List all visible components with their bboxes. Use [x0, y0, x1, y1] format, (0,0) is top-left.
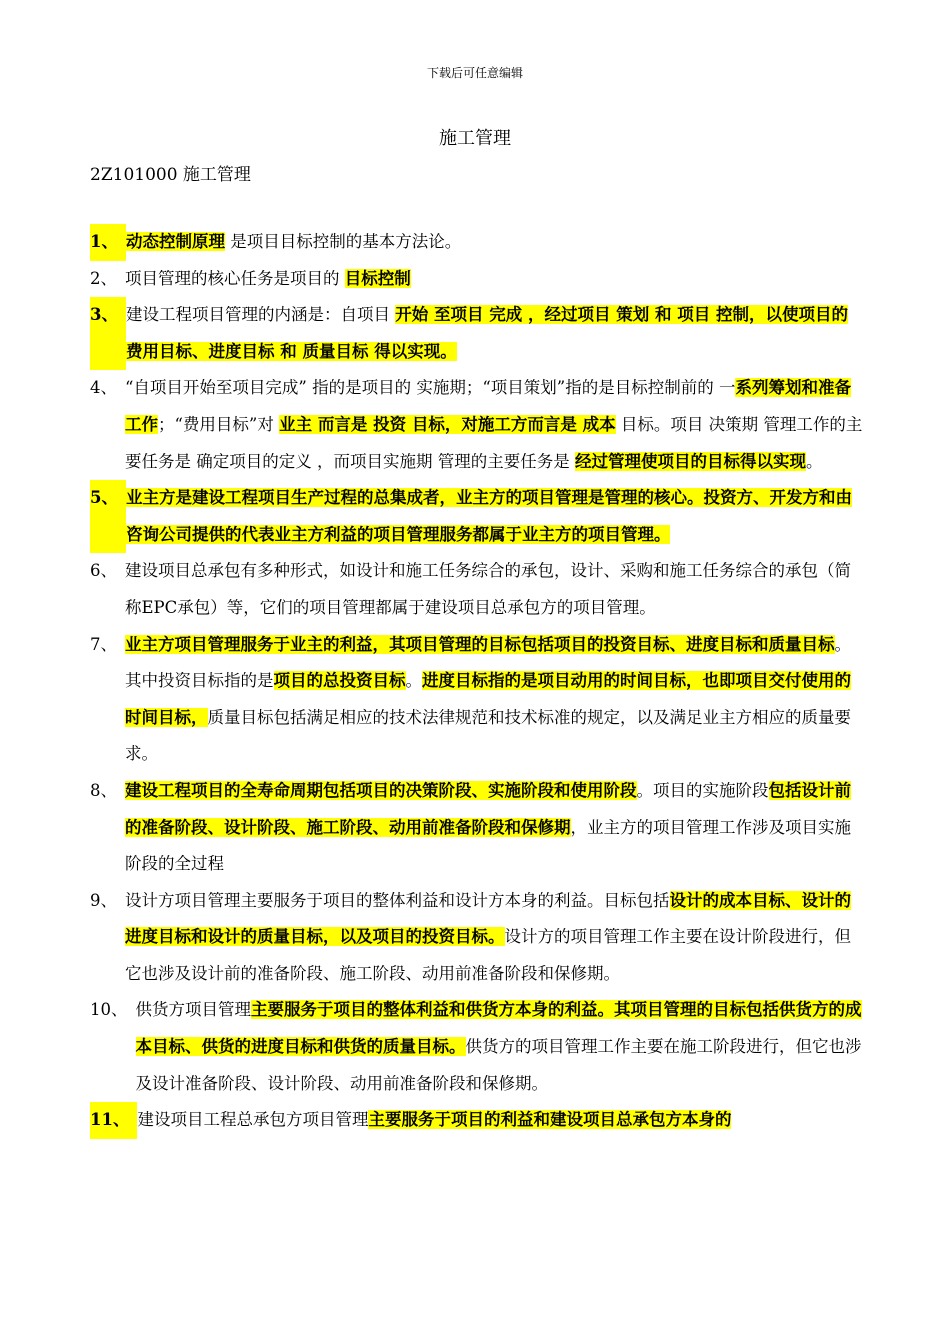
plain-text: 。项目的实施阶段: [636, 780, 769, 800]
highlighted-text: 主要服务于项目的利益和建设项目总承包方本身的: [368, 1110, 732, 1130]
highlighted-text: 动态控制原理: [125, 232, 225, 251]
plain-text: 供货方的项目管理工作主要在施工阶段进行，但它也涉及设计准备阶段、设计阶段、动用前准备阶段和保修期。: [135, 1037, 862, 1093]
plain-text: 项目管理的核心任务是项目的: [125, 268, 345, 288]
plain-text: 设计方项目管理主要服务于项目的整体利益和设计方本身的利益。目标包括: [125, 890, 670, 910]
item-text: [125, 553, 865, 626]
plain-text: 建设项目工程总承包方项目管理: [137, 1110, 369, 1130]
list-item: [90, 883, 865, 993]
item-number: 8、: [90, 780, 117, 800]
highlighted-text: 包括设计前的准备阶段、设计阶段、施工阶段、动用前准备阶段和保修期: [125, 780, 851, 837]
highlighted-text: 经过管理使项目的目标得以实现: [574, 451, 806, 471]
plain-text: 目标。项目 决策期 管理工作的主要任务是 确定项目的定义 ，而项目实施期 管理的主要任务是: [125, 414, 863, 471]
list-item: [90, 261, 865, 298]
item-number: 10、: [90, 1000, 128, 1020]
item-text: [125, 627, 865, 773]
list-item: [90, 370, 865, 480]
item-text: [125, 773, 865, 883]
item-number: 2、: [90, 268, 117, 288]
highlighted-text: 项目的总投资目标: [273, 671, 406, 691]
item-number: 3、: [90, 297, 126, 370]
item-number: 9、: [90, 890, 117, 910]
plain-text: “自项目开始至项目完成” 指的是项目的 实施期；“项目策划”指的是目标控制前的 一: [125, 378, 736, 398]
item-text: [126, 297, 865, 370]
list-item: [90, 297, 865, 370]
highlighted-text: 业主方是建设工程项目生产过程的总集成者，业主方的项目管理是管理的核心。投资方、开发方和由咨询公司提供的代表业主方利益的项目管理服务都属于业主方的项目管理。: [125, 488, 852, 544]
highlighted-text: 建设工程项目的全寿命周期包括项目的决策阶段、实施阶段和使用阶段: [125, 780, 637, 800]
plain-text: 设计方的项目管理工作主要在设计阶段进行，但它也涉及设计前的准备阶段、施工阶段、动用前准备阶段和保修期。: [125, 927, 851, 983]
list-item: [90, 773, 865, 883]
section-code: 2Z101000 施工管理: [90, 165, 251, 185]
plain-text: 建设项目总承包有多种形式，如设计和施工任务综合的承包，设计、采购和施工任务综合的承包（简称EPC承包）等，它们的项目管理都属于建设项目总承包方的项目管理。: [125, 561, 851, 617]
plain-text: ；“费用目标”对: [158, 414, 280, 434]
item-text: [126, 224, 865, 261]
item-number: 1、: [90, 224, 126, 261]
highlighted-text: 开始 至项目 完成 ，经过项目 策划 和 项目 控制，以使项目的 费用目标、进度目标 和 质量目标 得以实现。: [125, 305, 848, 361]
list-item: [90, 1102, 865, 1139]
plain-text: 。其中投资目标指的是: [125, 634, 851, 691]
item-text: [136, 992, 866, 1102]
page-header: 下载后可任意编辑: [426, 66, 523, 80]
plain-text: ，业主方的项目管理工作涉及项目实施阶段的全过程: [125, 817, 851, 874]
plain-text: 质量目标包括满足相应的技术法律规范和技术标准的规定，以及满足业主方相应的质量要求。: [125, 707, 851, 764]
plain-text: 。: [805, 451, 823, 471]
plain-text: 供货方项目管理: [135, 1000, 251, 1020]
highlighted-text: 设计的成本目标、设计的进度目标和设计的质量目标，以及项目的投资目标。: [125, 890, 851, 947]
highlighted-text: 主要服务于项目的整体利益和供货方本身的利益。其项目管理的目标包括供货方的成本目标、供货的进度目标和供货的质量目标。: [135, 1000, 862, 1057]
item-number: 4、: [90, 378, 117, 398]
highlighted-text: 业主 而言是 投资 目标，对施工方而言是 成本: [279, 414, 616, 434]
plain-text: 建设工程项目管理的内涵是：自项目: [125, 305, 396, 325]
list-item: [90, 627, 865, 773]
highlighted-text: 目标控制: [344, 268, 411, 288]
highlighted-text: 进度目标指的是项目动用的时间目标，也即项目交付使用的时间目标，: [125, 671, 851, 727]
list-item: [90, 224, 865, 261]
plain-text: 是项目目标控制的基本方法论。: [224, 232, 462, 251]
item-number: 6、: [90, 561, 117, 581]
item-text: [126, 480, 865, 553]
plain-text: 。: [405, 671, 422, 691]
item-number: 7、: [90, 634, 117, 654]
highlighted-text: 业主方项目管理服务于业主的利益，其项目管理的目标包括项目的投资目标、进度目标和质量目标: [125, 634, 835, 654]
item-number: 11、: [90, 1102, 137, 1139]
list-item: [90, 553, 865, 626]
page-title: 施工管理: [439, 128, 511, 149]
item-text: [125, 370, 865, 480]
item-text: [125, 261, 865, 298]
item-number: 5、: [90, 480, 126, 553]
item-text: [125, 883, 865, 993]
list-item: [90, 992, 865, 1102]
item-list: [90, 224, 865, 1139]
highlighted-text: 系列筹划和准备工作: [125, 378, 851, 434]
item-text: [137, 1102, 865, 1139]
list-item: [90, 480, 865, 553]
